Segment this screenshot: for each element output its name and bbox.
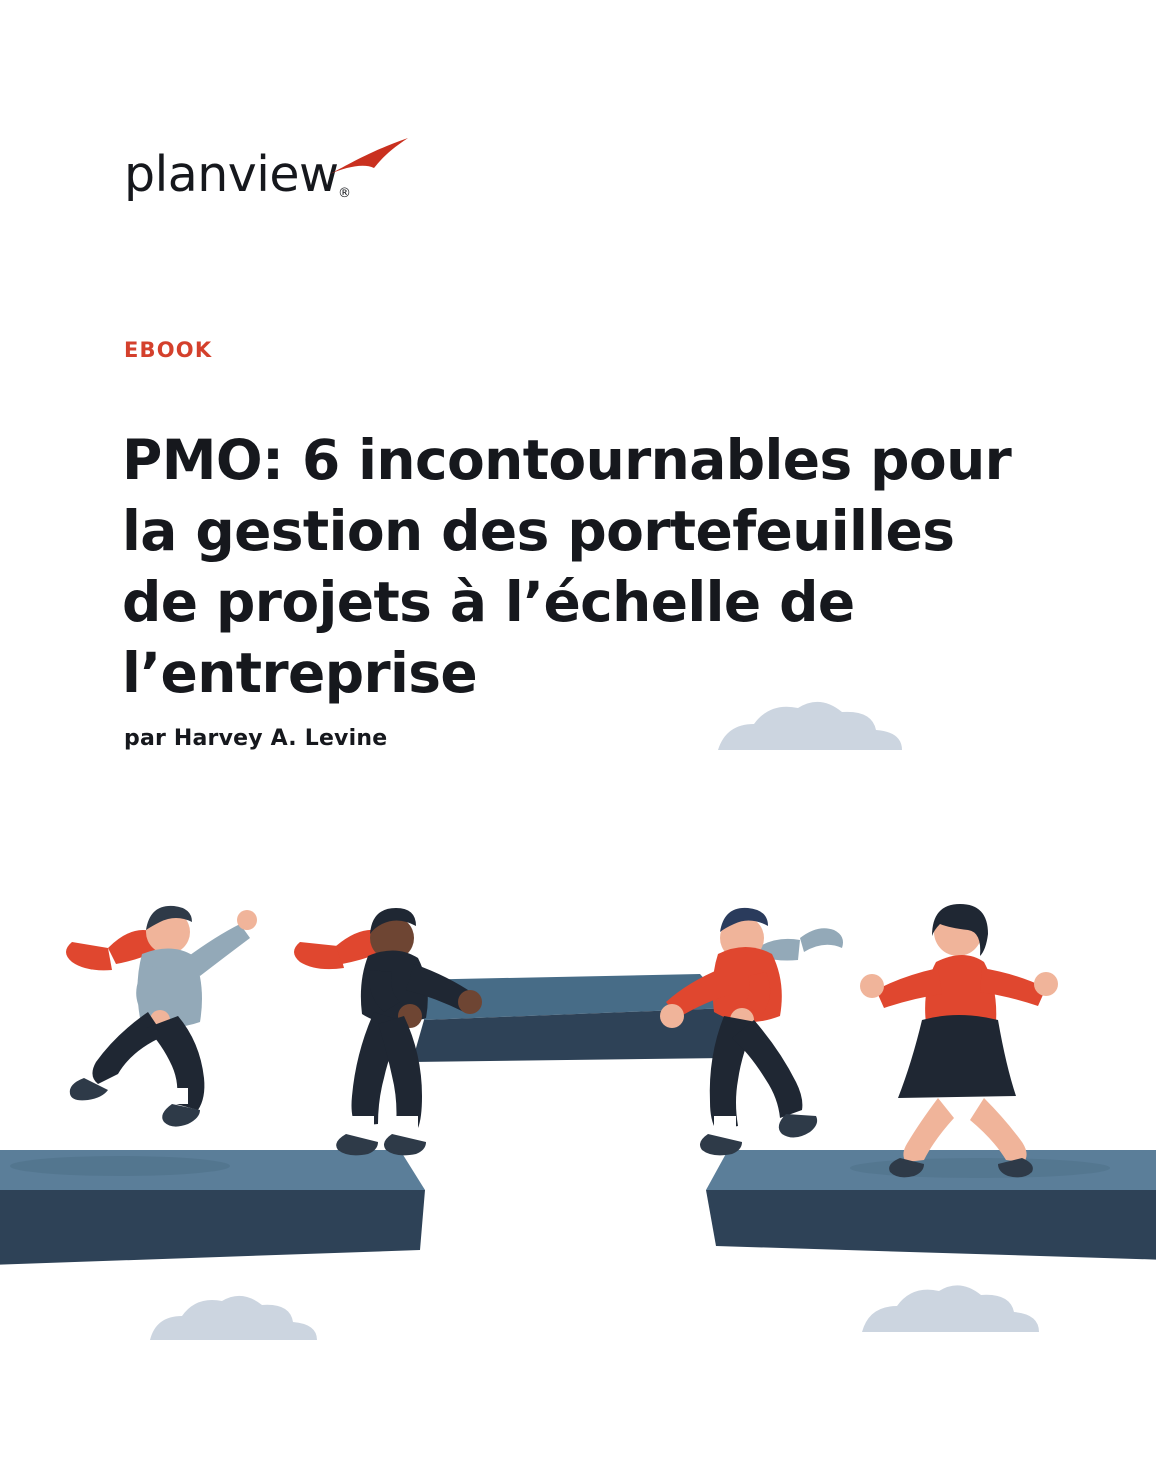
registered-trademark-mark: ® bbox=[338, 186, 351, 201]
left-cliff-platform bbox=[0, 1150, 425, 1265]
person-pointing bbox=[66, 906, 257, 1127]
logo-wordmark: planview bbox=[124, 146, 339, 203]
cloud-icon bbox=[862, 1285, 1039, 1332]
cloud-icon bbox=[718, 702, 902, 750]
right-cliff-platform bbox=[706, 1150, 1156, 1260]
author-byline: par Harvey A. Levine bbox=[124, 726, 388, 751]
page-title: PMO: 6 incontournables pour la gestion des portefeuilles de projets à l’échelle de l’entreprise bbox=[122, 427, 1012, 705]
person-balancing bbox=[860, 904, 1058, 1177]
planview-swoosh-icon bbox=[324, 136, 414, 182]
cloud-icon bbox=[150, 1296, 317, 1340]
team-building-bridge-illustration bbox=[0, 690, 1156, 1390]
brand-logo bbox=[124, 128, 424, 218]
document-category-label: EBOOK bbox=[124, 338, 213, 362]
